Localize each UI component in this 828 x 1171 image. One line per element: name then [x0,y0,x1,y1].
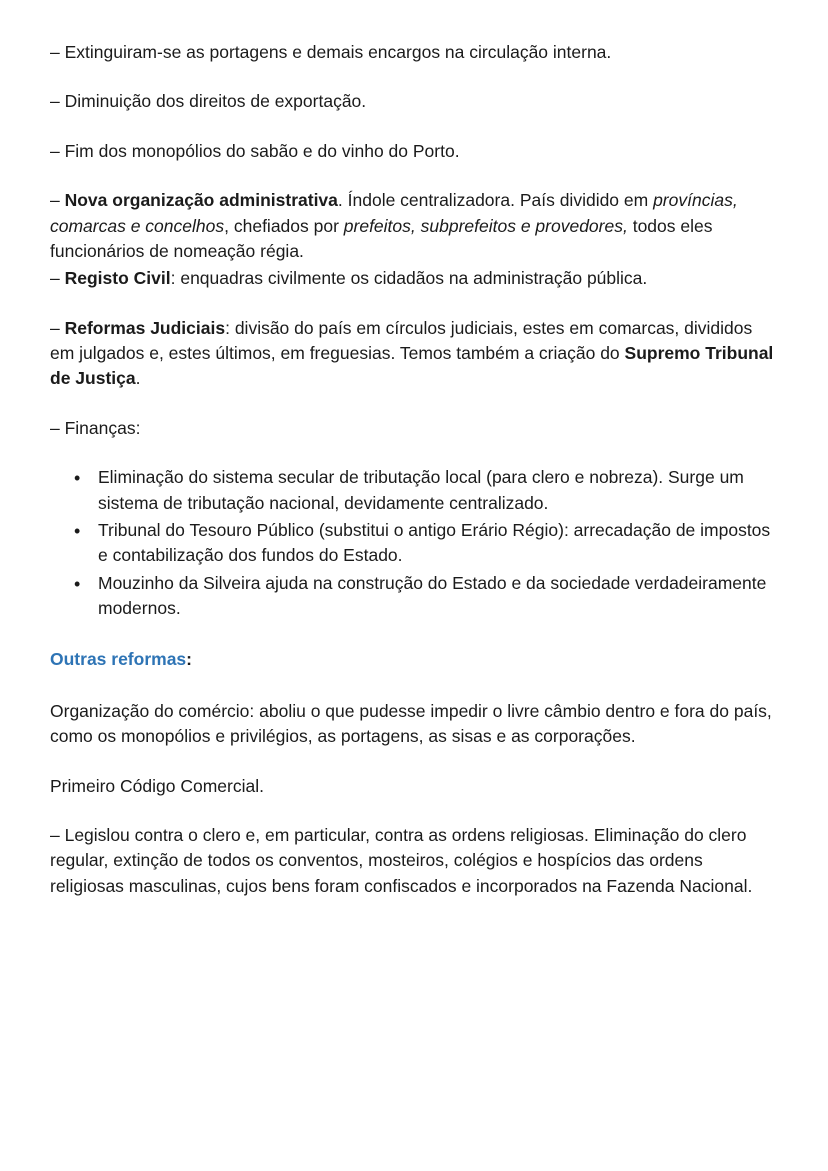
paragraph [50,40,776,65]
paragraph [50,416,776,441]
bold-run: Nova organização administrativa [64,190,338,211]
paragraph [50,699,776,750]
text-run: : enquadras civilmente os cidadãos na administração pública. [170,268,648,289]
text-run: Organização do comércio: aboliu o que pudesse impedir o livre câmbio dentro e fora do país, como os monopólios e privilégios, as portagens, as sisas e as corporações. [50,700,772,747]
list-item: • Tribunal do Tesouro Público (substitui o antigo Erário Régio): arrecadação de impostos e contabilização dos fundos do Estado. [98,518,776,569]
paragraph [50,823,776,899]
text-run: – Diminuição dos direitos de exportação. [50,91,367,112]
text-run: . Índole centralizadora. País dividido em [337,190,654,211]
text-run: – Legislou contra o clero e, em particular, contra as ordens religiosas. Eliminação do clero regular, extinção de todos os conventos, mosteiros, colégios e hospícios das ordens religiosas masculinas, cujos bens foram confiscados e incorporados na Fazenda Nacional. [50,824,753,896]
text-run: – Extinguiram-se as portagens e demais encargos na circulação interna. [50,42,612,62]
bullet-list [50,465,776,621]
paragraph [50,316,776,392]
paragraph [50,188,776,264]
list-item: • Mouzinho da Silveira ajuda na construção do Estado e da sociedade verdadeiramente modernos. [98,571,776,622]
document-body [50,40,776,899]
paragraph [50,139,776,164]
text-run: – Finanças: [50,417,141,438]
section-heading-text: Outras reformas [50,649,187,670]
italic-run: províncias, comarcas e concelhos [50,190,738,236]
text-run: . [135,368,141,389]
text-run: : divisão do país em círculos judiciais, estes em comarcas, divididos em julgados e, estes últimos, em freguesias. Temos também a criação do [50,317,753,363]
text-run: , chefiados por [224,215,344,236]
section-heading-colon: : [186,649,192,670]
text-run: – [50,190,65,211]
text-run: Primeiro Código Comercial. [50,775,264,796]
text-run: – [50,268,65,289]
text-run: todos eles funcionários de nomeação régia. [50,215,713,261]
text-run: – [50,317,65,338]
paragraph [50,266,776,291]
italic-run: prefeitos, subprefeitos e provedores, [343,215,628,236]
bold-run: Reformas Judiciais [64,317,226,338]
list-item: • Eliminação do sistema secular de tributação local (para clero e nobreza). Surge um sistema de tributação nacional, devidamente centralizado. [98,465,776,516]
section-heading [50,647,776,672]
text-run: – Fim dos monopólios do sabão e do vinho do Porto. [50,140,460,161]
bold-run: Registo Civil [64,268,171,289]
paragraph [50,89,776,114]
paragraph [50,774,776,799]
bold-run: Supremo Tribunal de Justiça [50,343,774,389]
